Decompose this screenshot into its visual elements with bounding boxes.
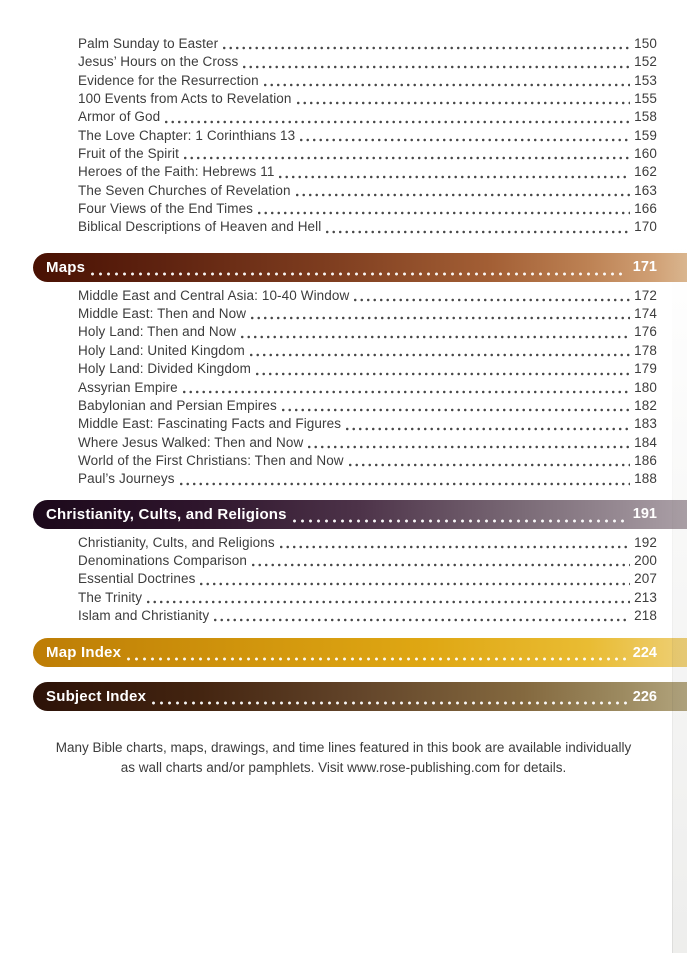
entry-page-number: 186 [634,452,657,468]
entry-page-number: 155 [634,91,657,107]
entry-title: Paul’s Journeys [78,471,175,487]
footer-note [0,738,687,778]
toc-entry-row [0,183,687,201]
toc-entry-row [0,571,687,589]
dotted-leader [349,462,631,468]
toc-entry-row [0,324,687,342]
section-page-number: 191 [632,506,657,523]
entry-page-number: 159 [634,127,657,143]
entry-page-number: 183 [634,416,657,432]
toc-entry-row [0,219,687,237]
dotted-leader [250,352,630,358]
entry-page-number: 152 [634,54,657,70]
section-header-christianity-cults-religions [33,500,687,529]
entry-title: The Love Chapter: 1 Corinthians 13 [78,127,296,143]
entry-page-number: 184 [634,434,657,450]
dotted-leader [180,481,631,487]
section-list-christianity-cults-religions [0,535,687,627]
toc-entry-row [0,398,687,416]
entry-page-number: 200 [634,552,657,568]
entry-page-number: 162 [634,164,657,180]
toc-entry-row [0,73,687,91]
section-header-map-index [33,638,687,667]
toc-entry-row [0,471,687,489]
toc-entry-row [0,128,687,146]
dotted-leader [308,444,630,450]
section-title: Map Index [46,644,122,662]
entry-title: Palm Sunday to Easter [78,36,219,51]
section-list-charts-continued [0,36,687,238]
toc-entry-row [0,590,687,608]
dotted-leader [91,271,627,277]
toc-entry-row [0,361,687,379]
entry-title: Assyrian Empire [78,379,178,395]
dotted-leader [282,407,630,413]
dotted-leader [165,119,630,125]
entry-page-number: 176 [634,324,657,340]
entry-title: The Seven Churches of Revelation [78,182,291,198]
toc-entry-row [0,453,687,471]
toc-entry-row [0,380,687,398]
toc-entry-row [0,553,687,571]
footer-line-2: as wall charts and/or pamphlets. Visit www.rose-publishing.com for details. [120,760,567,776]
entry-page-number: 166 [634,201,657,217]
toc-entry-row [0,416,687,434]
dotted-leader [183,389,630,395]
entry-page-number: 178 [634,342,657,358]
entry-title: Holy Land: Then and Now [78,324,237,340]
entry-title: Middle East: Then and Now [78,306,247,322]
entry-page-number: 174 [634,306,657,322]
dotted-leader [223,45,630,51]
entry-title: Holy Land: Divided Kingdom [78,361,251,377]
dotted-leader [152,700,627,706]
section-title: Christianity, Cults, and Religions [46,505,287,523]
dotted-leader [200,581,630,587]
entry-title: Middle East: Fascinating Facts and Figures [78,416,342,432]
entry-title: World of the First Christians: Then and Now [78,452,344,468]
entry-title: Fruit of the Spirit [78,146,179,162]
dotted-leader [297,100,631,106]
dotted-leader [280,544,630,550]
entry-title: Biblical Descriptions of Heaven and Hell [78,219,322,235]
entry-title: Evidence for the Resurrection [78,72,259,88]
dotted-leader [258,210,630,216]
toc-entry-row [0,435,687,453]
dotted-leader [256,371,630,377]
entry-title: 100 Events from Acts to Revelation [78,91,292,107]
footer-line-1: Many Bible charts, maps, drawings, and time lines featured in this book are available individually [55,740,632,756]
entry-page-number: 170 [634,219,657,235]
section-header-subject-index [33,682,687,711]
entry-page-number: 188 [634,471,657,487]
entry-page-number: 192 [634,534,657,550]
toc-entry-row [0,535,687,553]
entry-page-number: 163 [634,182,657,198]
entry-title: Islam and Christianity [78,607,210,623]
toc-entry-row [0,146,687,164]
dotted-leader [264,82,630,88]
entry-page-number: 150 [634,36,657,51]
toc-entry-row [0,288,687,306]
entry-page-number: 172 [634,287,657,303]
dotted-leader [346,426,630,432]
dotted-leader [243,64,630,70]
entry-page-number: 182 [634,397,657,413]
toc-entry-row [0,36,687,54]
toc-entry-row [0,164,687,182]
toc-entry-row [0,91,687,109]
entry-title: The Trinity [78,589,143,605]
entry-title: Denominations Comparison [78,552,247,568]
section-page-number: 224 [632,644,657,661]
toc-entry-row [0,343,687,361]
toc-entry-row [0,306,687,324]
entry-title: Middle East and Central Asia: 10-40 Window [78,287,350,303]
entry-title: Babylonian and Persian Empires [78,397,277,413]
section-list-maps [0,288,687,490]
entry-title: Armor of God [78,109,161,125]
dotted-leader [293,518,627,524]
entry-page-number: 158 [634,109,657,125]
entry-page-number: 218 [634,607,657,623]
dotted-leader [127,656,627,662]
entry-title: Jesus’ Hours on the Cross [78,54,239,70]
toc-entry-row [0,201,687,219]
section-header-maps [33,253,687,282]
dotted-leader [214,617,630,623]
dotted-leader [251,315,630,321]
toc-entry-row [0,608,687,626]
entry-title: Where Jesus Walked: Then and Now [78,434,304,450]
dotted-leader [296,192,631,198]
entry-page-number: 153 [634,72,657,88]
section-title: Maps [46,258,86,276]
entry-page-number: 180 [634,379,657,395]
entry-page-number: 207 [634,571,657,587]
dotted-leader [147,599,630,605]
entry-page-number: 160 [634,146,657,162]
section-page-number: 226 [632,688,657,705]
dotted-leader [326,229,630,235]
entry-page-number: 213 [634,589,657,605]
entry-page-number: 179 [634,361,657,377]
dotted-leader [300,137,630,143]
dotted-leader [354,297,630,303]
entry-title: Christianity, Cults, and Religions [78,534,275,550]
toc-entry-row [0,109,687,127]
entry-title: Heroes of the Faith: Hebrews 11 [78,164,275,180]
dotted-leader [279,174,630,180]
section-page-number: 171 [632,259,657,276]
dotted-leader [184,155,630,161]
entry-title: Essential Doctrines [78,571,196,587]
dotted-leader [241,334,630,340]
section-title: Subject Index [46,688,147,706]
entry-title: Holy Land: United Kingdom [78,342,245,358]
toc-entry-row [0,54,687,72]
dotted-leader [252,562,630,568]
entry-title: Four Views of the End Times [78,201,254,217]
